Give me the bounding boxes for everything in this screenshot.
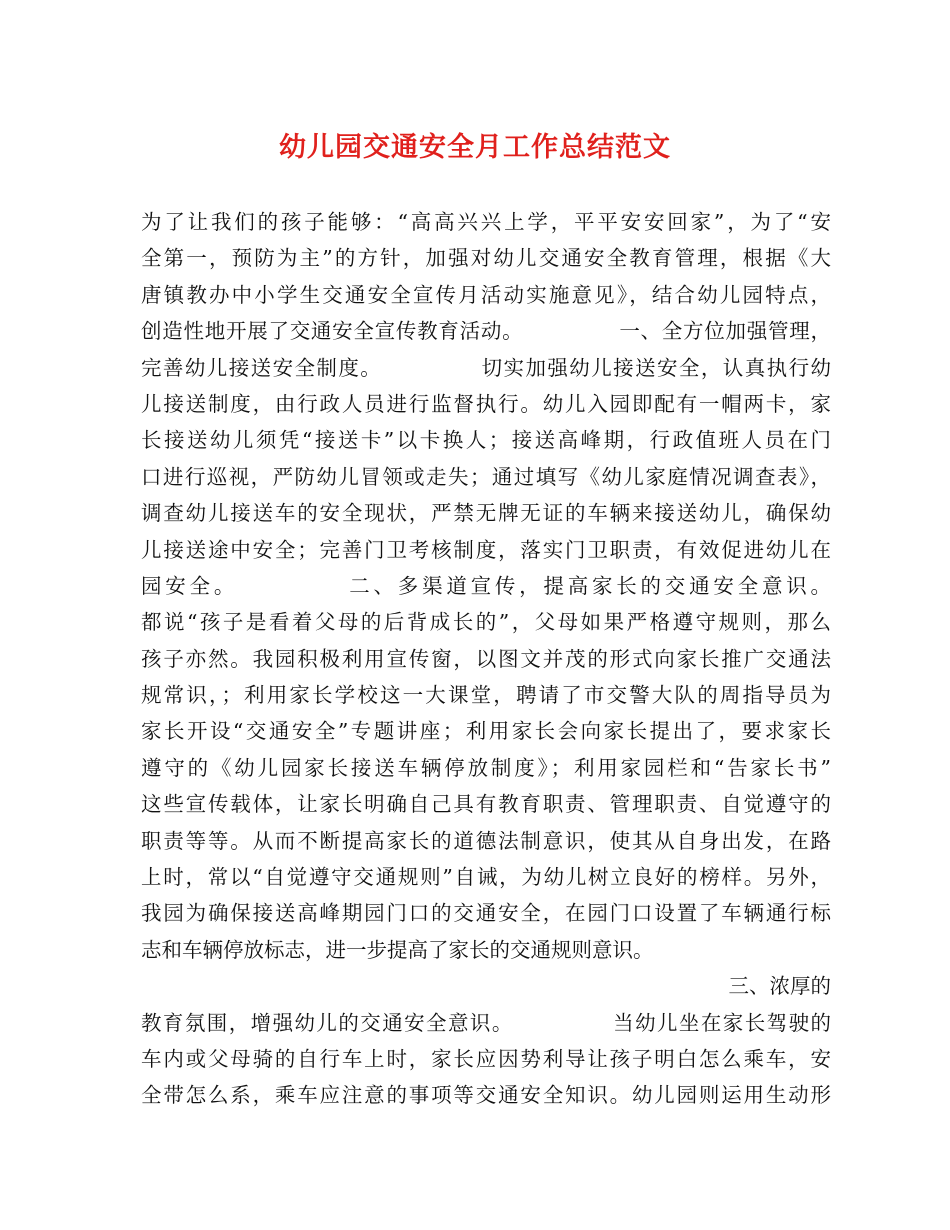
body-line-23: 教育氛围，增强幼儿的交通安全意识。 当幼儿坐在家长驾驶的 xyxy=(141,1010,831,1035)
body-line-5: 完善幼儿接送安全制度。 切实加强幼儿接送安全，认真执行幼 xyxy=(141,355,831,380)
body-line-24: 车内或父母骑的自行车上时，家长应因势利导让孩子明白怎么乘车，安 xyxy=(141,1046,831,1071)
body-line-14: 规常识，；利用家长学校这一大课堂，聘请了市交警大队的周指导员为 xyxy=(141,683,831,708)
body-line-7: 长接送幼儿须凭“接送卡”以卡换人；接送高峰期，行政值班人员在门 xyxy=(141,428,831,453)
body-line-1: 为了让我们的孩子能够：“高高兴兴上学，平平安安回家”，为了“安 xyxy=(141,210,831,234)
body-line-25: 全带怎么系，乘车应注意的事项等交通安全知识。幼儿园则运用生动形 xyxy=(141,1083,831,1108)
body-line-19: 上时，常以“自觉遵守交通规则”自诫，为幼儿树立良好的榜样。另外， xyxy=(141,865,831,890)
document-body xyxy=(141,204,831,1114)
body-line-8: 口进行巡视，严防幼儿冒领或走失；通过填写《幼儿家庭情况调查表》， xyxy=(141,464,831,489)
body-line-16: 遵守的《幼儿园家长接送车辆停放制度》；利用家园栏和“告家长书” xyxy=(141,755,831,780)
body-line-20: 我园为确保接送高峰期园门口的交通安全，在园门口设置了车辆通行标 xyxy=(141,901,831,926)
document-title: 幼儿园交通安全月工作总结范文 xyxy=(279,132,671,163)
body-line-4: 创造性地开展了交通安全宣传教育活动。 一、全方位加强管理， xyxy=(141,319,831,344)
body-line-12: 都说“孩子是看着父母的后背成长的”，父母如果严格遵守规则，那么 xyxy=(141,610,831,635)
body-line-15: 家长开设“交通安全”专题讲座；利用家长会向家长提出了，要求家长 xyxy=(141,719,831,744)
body-line-13: 孩子亦然。我园积极利用宣传窗，以图文并茂的形式向家长推广交通法 xyxy=(141,646,831,671)
body-line-2: 全第一，预防为主”的方针，加强对幼儿交通安全教育管理，根据《大 xyxy=(141,246,831,271)
body-line-18: 职责等等。从而不断提高家长的道德法制意识，使其从自身出发，在路 xyxy=(141,828,831,853)
body-line-11: 园安全。 二、多渠道宣传，提高家长的交通安全意识。 xyxy=(141,573,831,598)
body-line-17: 这些宣传载体，让家长明确自己具有教育职责、管理职责、自觉遵守的 xyxy=(141,792,831,817)
body-line-21: 志和车辆停放标志，进一步提高了家长的交通规则意识。 xyxy=(141,937,654,962)
body-line-6: 儿接送制度，由行政人员进行监督执行。幼儿入园即配有一帽两卡，家 xyxy=(141,391,831,416)
body-line-3: 唐镇教办中小学生交通安全宣传月活动实施意见》，结合幼儿园特点， xyxy=(141,282,831,307)
body-line-10: 儿接送途中安全；完善门卫考核制度，落实门卫职责，有效促进幼儿在 xyxy=(141,537,831,562)
body-line-22: 三、浓厚的 xyxy=(728,974,831,999)
body-line-9: 调查幼儿接送车的安全现状，严禁无牌无证的车辆来接送幼儿，确保幼 xyxy=(141,501,831,526)
